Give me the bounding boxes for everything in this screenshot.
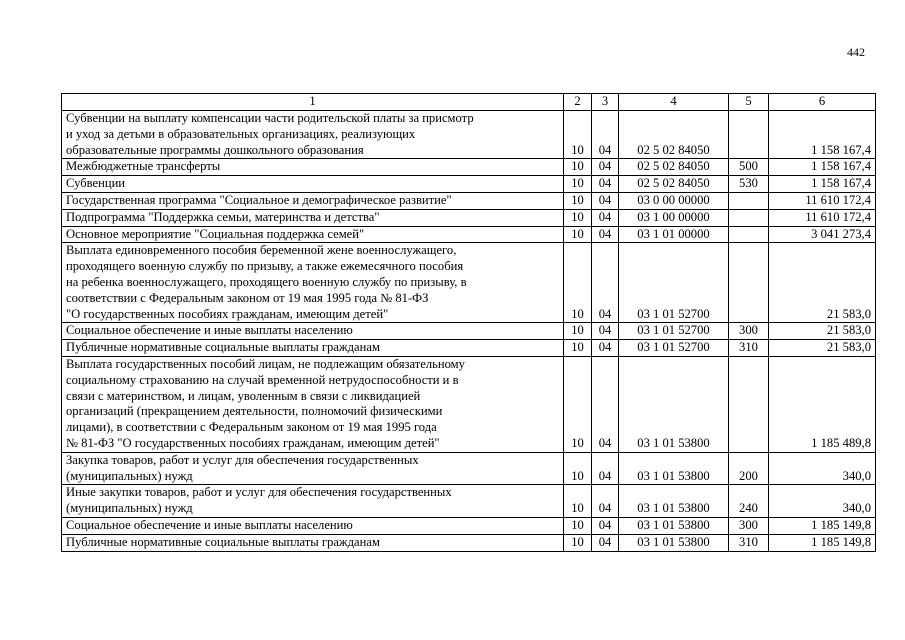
target-article-cell: 03 1 01 53800 (619, 452, 729, 485)
amount-cell: 21 583,0 (769, 243, 876, 323)
section-code-cell: 10 (564, 209, 592, 226)
section-code-cell: 10 (564, 534, 592, 551)
subsection-code-cell: 04 (592, 192, 619, 209)
table-row (62, 192, 876, 209)
subsection-code-cell: 04 (592, 226, 619, 243)
target-article-cell: 03 1 01 53800 (619, 534, 729, 551)
column-header-3: 3 (592, 94, 619, 111)
expense-name-cell: Социальное обеспечение и иные выплаты населению (62, 323, 564, 340)
expense-name-cell: Выплата единовременного пособия беременной жене военнослужащего, проходящего военную службу по призыву, а также ежемесячного пособия на ребенка военнослужащего, проходящего военную службу по призыву, в соответствии с Федеральным законом от 19 мая 1995 года № 81-ФЗ "О государственных пособиях гражданам, имеющим детей" (62, 243, 564, 323)
target-article-cell: 03 1 01 00000 (619, 226, 729, 243)
expense-type-cell (729, 243, 769, 323)
amount-cell: 1 185 489,8 (769, 356, 876, 452)
expense-name-cell: Закупка товаров, работ и услуг для обеспечения государственных (муниципальных) нужд (62, 452, 564, 485)
column-header-4: 4 (619, 94, 729, 111)
target-article-cell: 02 5 02 84050 (619, 111, 729, 159)
table-header-row (62, 94, 876, 111)
expense-name-cell: Межбюджетные трансферты (62, 159, 564, 176)
table-row (62, 111, 876, 159)
section-code-cell: 10 (564, 159, 592, 176)
column-header-1: 1 (62, 94, 564, 111)
subsection-code-cell: 04 (592, 111, 619, 159)
table-row (62, 485, 876, 518)
expense-name-cell: Подпрограмма "Поддержка семьи, материнства и детства" (62, 209, 564, 226)
amount-cell: 3 041 273,4 (769, 226, 876, 243)
amount-cell: 1 158 167,4 (769, 159, 876, 176)
subsection-code-cell: 04 (592, 159, 619, 176)
column-header-5: 5 (729, 94, 769, 111)
expense-type-cell: 300 (729, 517, 769, 534)
section-code-cell: 10 (564, 485, 592, 518)
expense-name-cell: Публичные нормативные социальные выплаты гражданам (62, 340, 564, 357)
target-article-cell: 03 1 00 00000 (619, 209, 729, 226)
section-code-cell: 10 (564, 111, 592, 159)
expense-type-cell: 310 (729, 534, 769, 551)
amount-cell: 11 610 172,4 (769, 192, 876, 209)
table-row (62, 159, 876, 176)
subsection-code-cell: 04 (592, 452, 619, 485)
target-article-cell: 02 5 02 84050 (619, 176, 729, 193)
subsection-code-cell: 04 (592, 340, 619, 357)
table-row (62, 243, 876, 323)
expense-type-cell: 500 (729, 159, 769, 176)
table-row (62, 340, 876, 357)
expense-type-cell (729, 356, 769, 452)
expense-name-cell: Государственная программа "Социальное и демографическое развитие" (62, 192, 564, 209)
amount-cell: 11 610 172,4 (769, 209, 876, 226)
section-code-cell: 10 (564, 192, 592, 209)
target-article-cell: 03 1 01 53800 (619, 485, 729, 518)
subsection-code-cell: 04 (592, 176, 619, 193)
amount-cell: 21 583,0 (769, 323, 876, 340)
expense-type-cell: 300 (729, 323, 769, 340)
target-article-cell: 02 5 02 84050 (619, 159, 729, 176)
amount-cell: 1 158 167,4 (769, 111, 876, 159)
subsection-code-cell: 04 (592, 243, 619, 323)
expense-type-cell: 240 (729, 485, 769, 518)
amount-cell: 1 158 167,4 (769, 176, 876, 193)
table-row (62, 323, 876, 340)
table-row (62, 176, 876, 193)
column-header-2: 2 (564, 94, 592, 111)
subsection-code-cell: 04 (592, 485, 619, 518)
column-header-6: 6 (769, 94, 876, 111)
target-article-cell: 03 1 01 52700 (619, 323, 729, 340)
expense-type-cell: 310 (729, 340, 769, 357)
target-article-cell: 03 1 01 53800 (619, 356, 729, 452)
amount-cell: 340,0 (769, 452, 876, 485)
expense-name-cell: Социальное обеспечение и иные выплаты населению (62, 517, 564, 534)
page-number: 442 (847, 45, 865, 59)
section-code-cell: 10 (564, 176, 592, 193)
amount-cell: 21 583,0 (769, 340, 876, 357)
subsection-code-cell: 04 (592, 209, 619, 226)
expense-name-cell: Субвенции (62, 176, 564, 193)
section-code-cell: 10 (564, 356, 592, 452)
expense-type-cell (729, 111, 769, 159)
section-code-cell: 10 (564, 452, 592, 485)
amount-cell: 340,0 (769, 485, 876, 518)
table-row (62, 452, 876, 485)
expense-type-cell: 530 (729, 176, 769, 193)
budget-table (61, 93, 876, 552)
target-article-cell: 03 1 01 53800 (619, 517, 729, 534)
expense-type-cell (729, 209, 769, 226)
section-code-cell: 10 (564, 517, 592, 534)
expense-name-cell: Выплата государственных пособий лицам, не подлежащим обязательному социальному страхованию на случай временной нетрудоспособности и в связи с материнством, и лицам, уволенным в связи с ликвидацией организаций (прекращением деятельности, полномочий физическими лицами), в соответствии с Федеральным законом от 19 мая 1995 года № 81-ФЗ "О государственных пособиях гражданам, имеющим детей" (62, 356, 564, 452)
table-row (62, 356, 876, 452)
target-article-cell: 03 1 01 52700 (619, 340, 729, 357)
expense-type-cell: 200 (729, 452, 769, 485)
expense-name-cell: Субвенции на выплату компенсации части родительской платы за присмотр и уход за детьми в образовательных организациях, реализующих образовательные программы дошкольного образования (62, 111, 564, 159)
amount-cell: 1 185 149,8 (769, 517, 876, 534)
table-row (62, 517, 876, 534)
section-code-cell: 10 (564, 226, 592, 243)
subsection-code-cell: 04 (592, 517, 619, 534)
section-code-cell: 10 (564, 323, 592, 340)
expense-type-cell (729, 192, 769, 209)
target-article-cell: 03 0 00 00000 (619, 192, 729, 209)
subsection-code-cell: 04 (592, 534, 619, 551)
table-body (62, 111, 876, 552)
expense-type-cell (729, 226, 769, 243)
table-row (62, 226, 876, 243)
section-code-cell: 10 (564, 340, 592, 357)
table-row (62, 209, 876, 226)
table-row (62, 534, 876, 551)
expense-name-cell: Публичные нормативные социальные выплаты гражданам (62, 534, 564, 551)
expense-name-cell: Основное мероприятие "Социальная поддержка семей" (62, 226, 564, 243)
target-article-cell: 03 1 01 52700 (619, 243, 729, 323)
section-code-cell: 10 (564, 243, 592, 323)
expense-name-cell: Иные закупки товаров, работ и услуг для обеспечения государственных (муниципальных) нужд (62, 485, 564, 518)
amount-cell: 1 185 149,8 (769, 534, 876, 551)
subsection-code-cell: 04 (592, 323, 619, 340)
subsection-code-cell: 04 (592, 356, 619, 452)
